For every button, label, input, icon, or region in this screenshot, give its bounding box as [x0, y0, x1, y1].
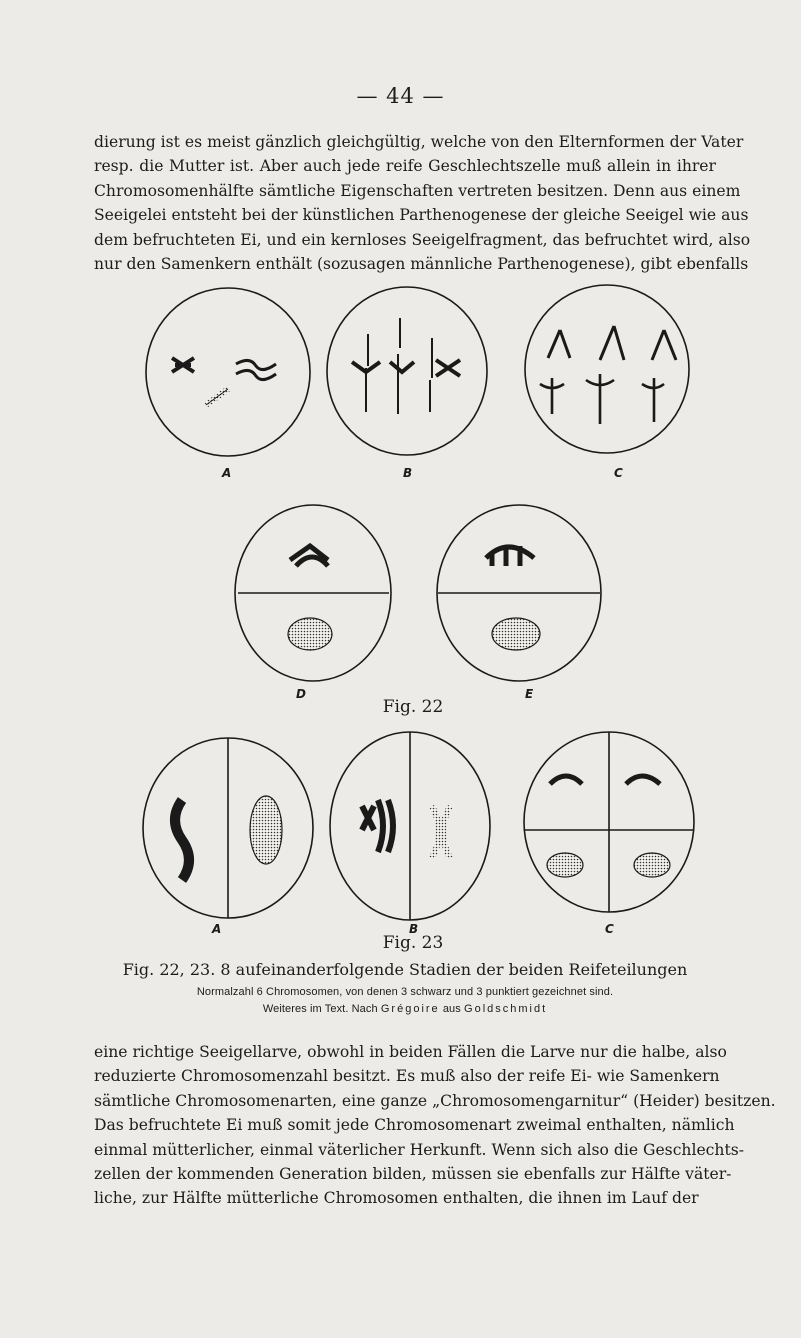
fig22-cell-d — [235, 505, 391, 681]
text-line: zellen der kommenden Generation bilden, müssen sie ebenfalls zur Hälfte väter- — [94, 1165, 732, 1184]
fig22-letter-c: C — [614, 466, 623, 480]
text-line: dierung ist es meist gänzlich gleichgültig, welche von den Elternformen der Vater — [94, 133, 744, 151]
caption-author-goldschmidt: Goldschmidt — [464, 1003, 548, 1015]
caption-detail-line-2 — [94, 1003, 716, 1015]
fig23-cell-b — [330, 732, 490, 920]
fig22-cell-b — [327, 287, 487, 455]
text-line: einmal mütterlicher, einmal väterlicher Herkunft. Wenn sich also die Geschlechts- — [94, 1140, 744, 1159]
caption-aus: aus — [442, 1003, 461, 1015]
fig23-letter-b: B — [409, 922, 419, 936]
fig22-cell-e — [437, 505, 601, 681]
fig23-label: Fig. 23 — [382, 933, 444, 953]
fig22-letter-d: D — [296, 687, 306, 701]
text-line: resp. die Mutter ist. Aber auch jede reife Geschlechtszelle muß allein in ihrer — [94, 157, 716, 176]
fig22-cell-c — [525, 285, 689, 453]
fig23-cell-a — [143, 738, 313, 918]
text-line: sämtliche Chromosomenarten, eine ganze „Chromosomengarnitur“ (Heider) besitzen. — [94, 1091, 776, 1110]
fig22-letter-a: A — [222, 466, 232, 480]
fig23-cell-c — [524, 732, 694, 912]
caption-prefix: Weiteres im Text. Nach — [262, 1003, 378, 1015]
caption-detail-line-1: Normalzahl 6 Chromosomen, von denen 3 schwarz und 3 punktiert gezeichnet sind. — [196, 986, 614, 998]
text-line: reduzierte Chromosomenzahl besitzt. Es muß also der reife Ei- wie Samenkern — [94, 1067, 720, 1086]
text-line: nur den Samenkern enthält (sozusagen männliche Parthenogenese), gibt ebenfalls — [94, 255, 749, 274]
text-line: dem befruchteten Ei, und ein kernloses Seeigelfragment, das befruchtet wird, also — [94, 230, 751, 249]
fig22-letter-e: E — [525, 687, 534, 701]
caption-author-gregoire: Grégoire — [380, 1003, 440, 1015]
fig23-letter-a: A — [212, 922, 222, 936]
fig22-letter-b: B — [403, 466, 413, 480]
text-line: eine richtige Seeigellarve, obwohl in beiden Fällen die Larve nur die halbe, also — [94, 1043, 727, 1061]
fig22-cell-a — [146, 288, 310, 456]
paragraph-bottom — [94, 1040, 776, 1211]
figure-caption: Fig. 22, 23. 8 aufeinanderfolgende Stadien der beiden Reifeteilungen — [122, 960, 688, 979]
text-line: liche, zur Hälfte mütterliche Chromosomen enthalten, die ihnen im Lauf der — [94, 1189, 699, 1208]
fig23-letter-c: C — [605, 922, 614, 936]
text-line: Seeigelei entsteht bei der künstlichen Parthenogenese der gleiche Seeigel wie aus — [94, 206, 749, 225]
text-line: Das befruchtete Ei muß somit jede Chromosomenart zweimal enthalten, nämlich — [94, 1116, 735, 1135]
page-number: — 44 — — [356, 84, 445, 108]
text-line: Chromosomenhälfte sämtliche Eigenschaften vertreten besitzen. Denn aus einem — [94, 181, 741, 200]
fig22-label: Fig. 22 — [382, 697, 444, 717]
